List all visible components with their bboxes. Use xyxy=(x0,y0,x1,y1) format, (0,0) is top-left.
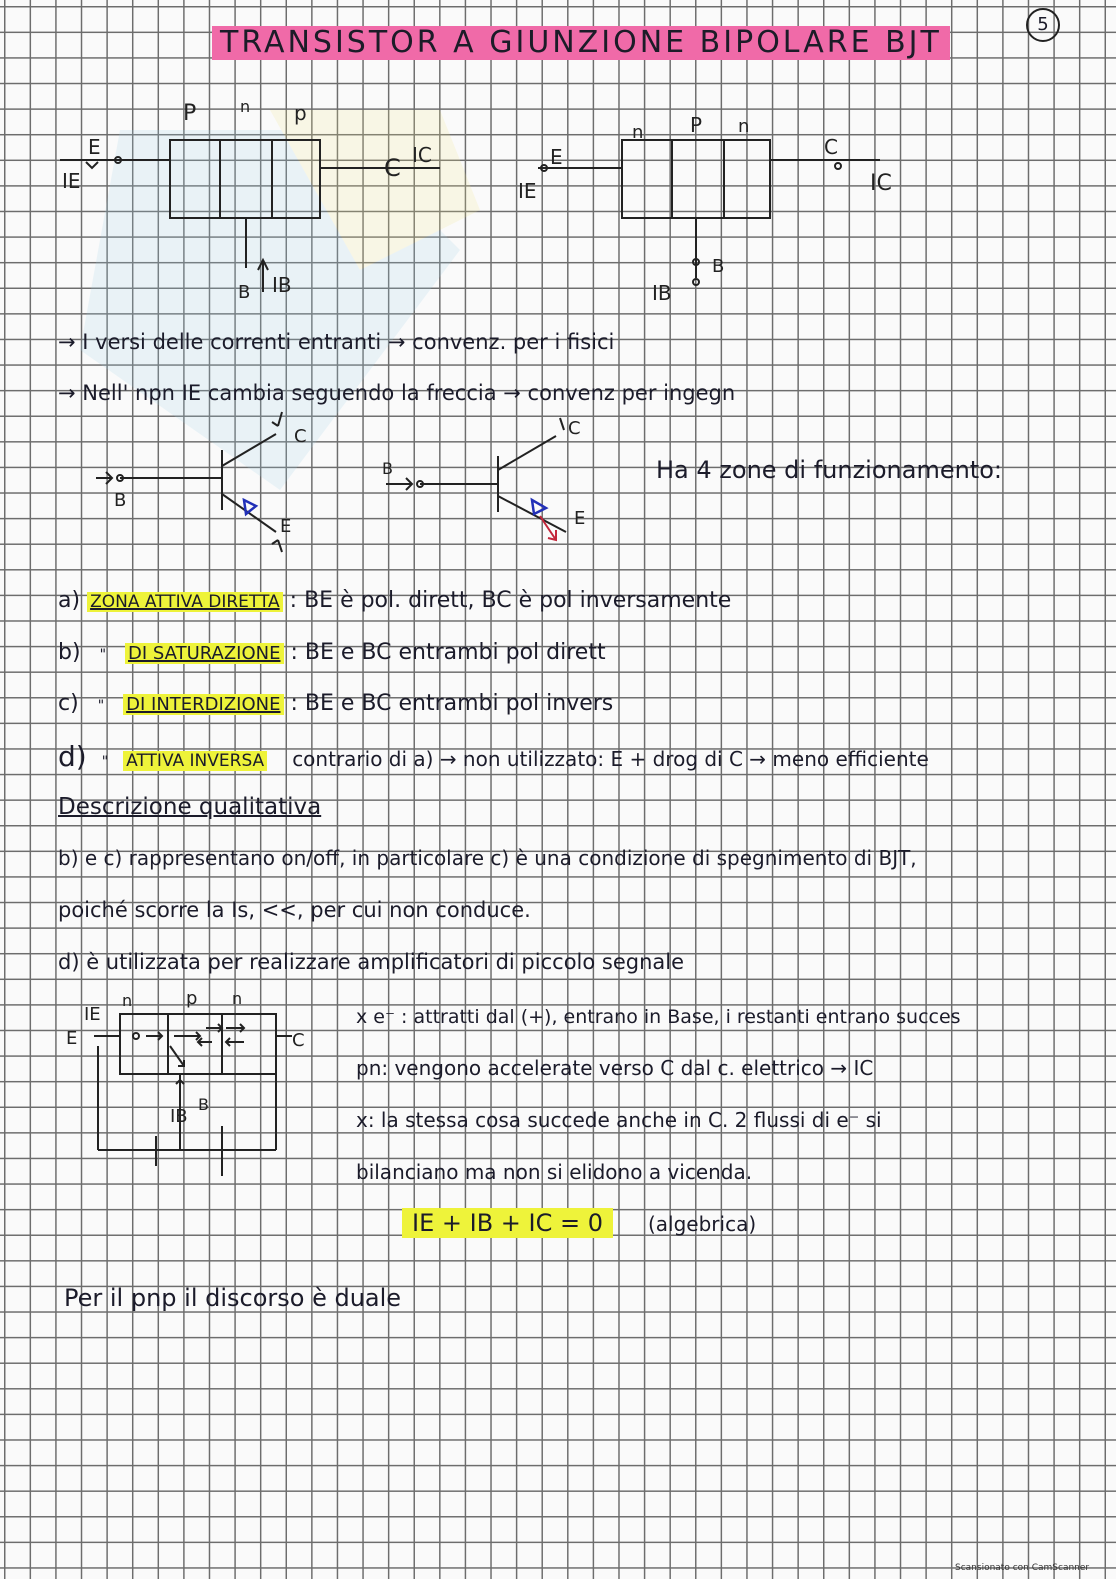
npn-symbol xyxy=(386,418,566,540)
zone-a xyxy=(58,590,731,612)
zone-d-prefix: " xyxy=(101,754,109,770)
pnp-ib-label: IB xyxy=(272,273,292,297)
zone-d-letter: d) xyxy=(58,740,87,773)
zone-d xyxy=(58,740,929,773)
npn-base-label: B xyxy=(712,256,725,277)
page-title: TRANSISTOR A GIUNZIONE BIPOLARE BJT xyxy=(212,26,950,60)
pnp-symbol-base: B xyxy=(114,490,127,511)
explanation-line-2: pn: vengono accelerate verso C dal c. elettrico → IC xyxy=(356,1056,874,1080)
zone-b-prefix: " xyxy=(99,647,107,663)
detail-base-label: B xyxy=(198,1095,209,1114)
zone-b-description: : BE e BC entrambi pol dirett xyxy=(290,640,606,665)
explanation-line-4: bilanciano ma non si elidono a vicenda. xyxy=(356,1160,753,1184)
zone-d-description: contrario di a) → non utilizzato: E + drog di C → meno efficiente xyxy=(292,747,929,771)
zone-b-name: DI SATURAZIONE xyxy=(125,643,283,664)
pnp-ic-label: IC xyxy=(412,143,432,167)
detail-ib-label: IB xyxy=(170,1106,188,1127)
electron-flow-diagram xyxy=(94,1014,292,1176)
npn-symbol-emitter: E xyxy=(574,508,586,529)
detail-region-n2: n xyxy=(232,989,243,1008)
zone-a-letter: a) xyxy=(58,588,81,613)
detail-ie-label: IE xyxy=(84,1004,101,1025)
zone-c xyxy=(58,693,613,715)
zone-c-name: DI INTERDIZIONE xyxy=(123,694,283,715)
npn-region-p: P xyxy=(690,113,703,137)
zone-c-letter: c) xyxy=(58,691,79,716)
current-equation: IE + IB + IC = 0 xyxy=(402,1208,613,1238)
npn-symbol-collector: C xyxy=(568,418,581,439)
detail-emitter-label: E xyxy=(66,1028,78,1049)
qualitative-heading: Descrizione qualitativa xyxy=(58,794,322,820)
pnp-collector-label: C xyxy=(384,154,401,182)
npn-ic-label: IC xyxy=(870,171,892,196)
npn-ib-label: IB xyxy=(652,281,672,305)
pnp-symbol xyxy=(96,412,282,552)
equation-note: (algebrica) xyxy=(648,1212,757,1236)
npn-symbol-base: B xyxy=(382,459,393,478)
zone-a-name: ZONA ATTIVA DIRETTA xyxy=(87,592,283,612)
npn-ie-label: IE xyxy=(518,179,537,203)
pnp-region-p1: P xyxy=(183,101,197,126)
pnp-structure-diagram xyxy=(60,140,440,292)
explanation-line-3: x: la stessa cosa succede anche in C. 2 flussi di e⁻ si xyxy=(356,1108,882,1132)
qualitative-line-3: d) è utilizzata per realizzare amplificatori di piccolo segnale xyxy=(58,950,685,974)
pnp-note: Per il pnp il discorso è duale xyxy=(64,1284,402,1312)
explanation-line-1: x e⁻ : attratti dal (+), entrano in Base, i restanti entrano succes xyxy=(356,1006,961,1028)
zones-heading: Ha 4 zone di funzionamento: xyxy=(656,456,1002,484)
npn-collector-label: C xyxy=(824,135,838,159)
pnp-ie-label: IE xyxy=(62,169,81,193)
note-current-direction: → I versi delle correnti entranti → convenz. per i fisici xyxy=(58,330,615,354)
zone-c-description: : BE e BC entrambi pol invers xyxy=(290,691,614,716)
npn-region-n1: n xyxy=(632,122,644,143)
npn-emitter-label: E xyxy=(550,145,563,169)
zone-c-prefix: " xyxy=(97,698,105,714)
qualitative-line-2: poiché scorre la Is, <<, per cui non conduce. xyxy=(58,898,531,922)
pnp-region-n: n xyxy=(240,97,251,116)
qualitative-line-1: b) e c) rappresentano on/off, in particolare c) è una condizione di spegnimento di BJT, xyxy=(58,846,917,870)
pnp-symbol-emitter: E xyxy=(280,516,292,537)
npn-structure-diagram xyxy=(538,140,880,285)
note-npn-convention: → Nell' npn IE cambia seguendo la freccia → convenz per ingegn xyxy=(58,381,736,405)
page-number: 5 xyxy=(1026,8,1060,42)
zone-a-description: : BE è pol. dirett, BC è pol inversamente xyxy=(289,588,732,613)
detail-collector-label: C xyxy=(292,1030,305,1051)
pnp-base-label: B xyxy=(238,282,251,303)
pnp-symbol-collector: C xyxy=(294,426,307,447)
pnp-emitter-label: E xyxy=(88,135,101,159)
detail-region-p: p xyxy=(186,988,198,1009)
scanner-footer: Scansionato con CamScanner xyxy=(955,1563,1090,1573)
npn-region-n2: n xyxy=(738,116,750,137)
zone-b xyxy=(58,642,606,664)
detail-region-n1: n xyxy=(122,991,133,1010)
zone-b-letter: b) xyxy=(58,640,81,665)
pnp-region-p2: p xyxy=(294,101,307,125)
zone-d-name: ATTIVA INVERSA xyxy=(123,751,267,771)
